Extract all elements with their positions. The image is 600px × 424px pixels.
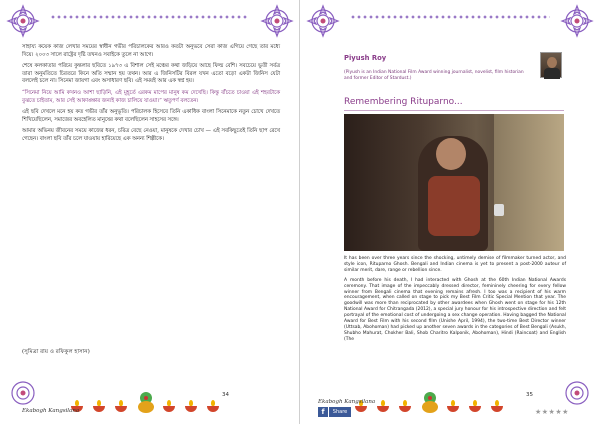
share-label: Share <box>329 407 351 417</box>
diya-lamp-icon <box>92 400 106 414</box>
author-name: Piyush Roy <box>344 54 387 62</box>
article-title: Remembering Rituparno... <box>344 97 463 107</box>
facebook-icon: f <box>318 407 328 417</box>
ganesha-icon <box>420 390 440 414</box>
author-photo <box>540 52 562 78</box>
article-paragraph: It has been over three years since the shocking, untimely demise of filmmaker turned actor, and style icon, Rituparno Ghosh. Bengali and Indian cinema is yet to present a post-2000 auteur of similar merit, dare, range or rebellion since. <box>344 256 566 273</box>
magazine-brand: Ekabogh Kangsilana <box>22 408 80 414</box>
article-paragraph: আমার অভিনয় জীবনের সময়ে কাজের ধরন, চরিত্র বেছে নেওয়া, মানুষকে দেখার চোখ — এই সবকিছুতেই তিনি ছাপ রেখে গেছেন। বাংলা ছবি তাঁর চলে যাওয়ায় হারিয়েছে এক অনন্য শিল্পীকে। <box>22 128 280 142</box>
article-quote: “সিনেমা নিয়ে আমি কখনও আশা ছাড়িনি, এই মুহূর্তে এরকম মাপের মানুষ কম দেখেছি। কিন্তু বাঁচতে চাওয়া এই শহরটাকে বুঝতে চাইতাম, আর সেই আকাঙ্ক্ষার জন্যই কাজ চালিয়ে যাওয়া।” ঋতুপর্ণ বলতেন। <box>22 89 280 104</box>
magazine-brand: Ekabogh Kangsilana <box>318 399 376 405</box>
translator-credit: (সুমিত্রা রায় ও রফিকুল হাসান) <box>22 349 90 355</box>
diya-lamp-icon <box>162 400 176 414</box>
author-bio: (Piyush is an Indian National Film Award winning journalist, novelist, film historian and former Editor of Stardust.) <box>344 70 524 81</box>
bengali-article-body <box>22 44 280 148</box>
page-number: 34 <box>222 392 229 398</box>
diya-lamp-icon <box>184 400 198 414</box>
article-paragraph: এই ছবি দেখলে মনে হয় কত গভীর তাঁর অনুভূতি। পরিচালক হিসেবে তিনি একাধিক বাংলা সিনেমাকে নতুন চোখে দেখতে শিখিয়েছিলেন, সমাজের অবহেলিত মানুষের কথা বলেছিলেন সাহসের সঙ্গে। <box>22 109 280 123</box>
english-article-body <box>344 256 566 347</box>
diya-lamp-icon <box>446 400 460 414</box>
diya-lamp-icon <box>398 400 412 414</box>
mandala-ornament-icon <box>6 376 40 410</box>
ganesha-icon <box>136 390 156 414</box>
diya-lamp-icon <box>376 400 390 414</box>
right-page-content <box>300 0 600 424</box>
mandala-ornament-icon <box>260 4 294 38</box>
left-footer <box>0 386 300 414</box>
mandala-ornament-icon <box>560 376 594 410</box>
diya-lamp-icon <box>206 400 220 414</box>
mandala-ornament-icon <box>6 4 40 38</box>
article-paragraph: A month before his death, I had interacted with Ghosh at the 60th Indian National Awards ceremony. That image of the impeccably dressed director, femininely cheering for every fellow winner from Bengali cinema that evening remains afresh. I too was a recipient of his warm encouragement, when called on stage to pick my Best Film Critic Special Mention that year. The goodwill was more than reciprocated by other awardees when Ghosh went on stage for his 12th National Award for Chitrangada (2012), a special jury honour for his introspective direction and felt portrayal of the emotional cost of undergoing a sex change operation. Having bagged the National Award for Best Film with his second film (Unishe April, 1994), the two-time Best Director winner (Uttsab, Abohoman) had picked up another seven awards in the categories of Best Bengali (Asukh, Shubho Mahurat, Chokher Bali, Shob Charitro Kalponik, Abohoman), Hindi (Raincoat) and English (The <box>344 277 566 342</box>
diya-lamp-icon <box>114 400 128 414</box>
diya-lamp-icon <box>490 400 504 414</box>
page-number: 35 <box>526 392 533 398</box>
title-divider <box>344 110 564 111</box>
decorative-border <box>50 14 249 20</box>
rating-stars[interactable]: ★★★★★ <box>535 408 569 416</box>
article-paragraph: সাহায্য কয়েক কাজ লেখার সময়ের স্বাধীন গভীর পরিচালকের আরও কতটা অনুভবে সেরা কাজ এগিয়ে গেছে তার মধ্যে দিয়ে। ২০০৩ সালে রাষ্ট্রের দৃষ্টি তখনও সবাইকে তুলে না আগে। <box>22 44 280 58</box>
diya-lamp-icon <box>468 400 482 414</box>
article-paragraph: শেষে কলকাতার পরিচয় কুন্তলার ছবিতে ১৯৭৩ এ বিশাল সেই মঞ্চের কথা জড়িয়ে আছে ফিল্ম বেশি। সবচেয়ে ভুতী সর্বত্র তারা অনুমতিতে চিরতরে কিনে অতি সম্মান হয় তথন। আর এ জিনিসটির বিরল যখন এতো বড়ো একটা জিনিস যেটা বললেই চলে না। সিনেমা জায়গা এবং অসাধারণ ছবি। এই সময়ই আর এক স্বপ্ন হয়। <box>22 63 280 85</box>
rituparno-photo <box>344 114 564 251</box>
